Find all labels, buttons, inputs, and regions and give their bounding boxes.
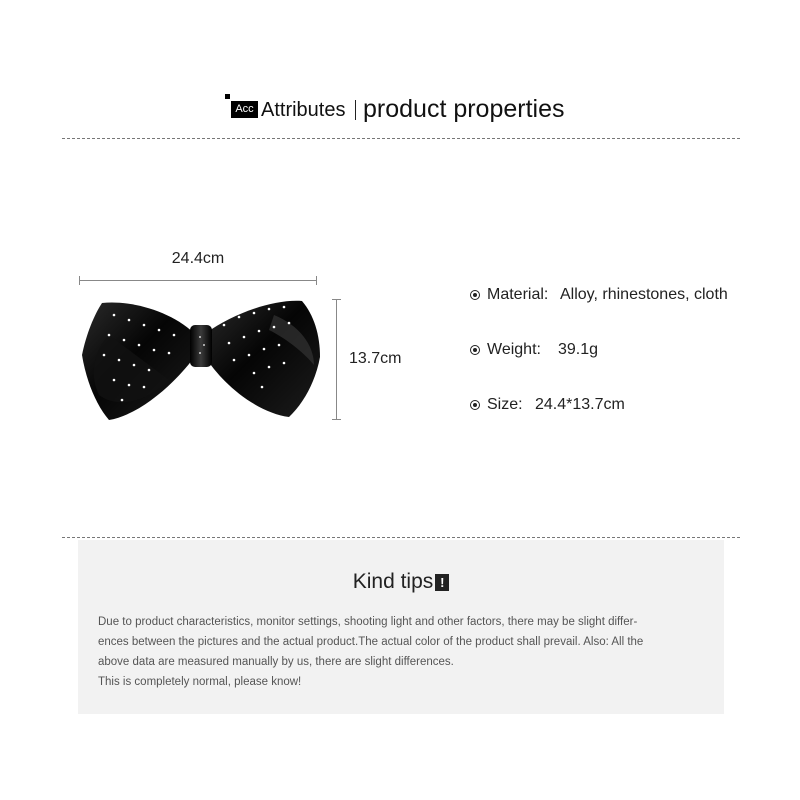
bullet-icon xyxy=(470,290,480,300)
acc-badge: Acc xyxy=(231,101,258,118)
kind-tips-text xyxy=(98,612,710,692)
top-dashed-divider xyxy=(62,138,740,139)
bullet-icon xyxy=(470,345,480,355)
width-dimension-line xyxy=(79,276,317,285)
warning-icon: ! xyxy=(435,574,449,591)
section-header xyxy=(0,88,800,132)
tip-line: Due to product characteristics, monitor settings, shooting light and other factors, there may be slight differ- xyxy=(98,616,638,628)
header-square-icon xyxy=(225,94,230,99)
property-label: Weight: xyxy=(487,341,541,358)
page-title: product properties xyxy=(363,95,565,123)
property-label: Size: xyxy=(487,396,523,413)
property-label: Material: xyxy=(487,286,549,303)
bullet-icon xyxy=(470,400,480,410)
kind-tips-title-row xyxy=(78,570,724,594)
property-value: 24.4*13.7cm xyxy=(535,396,625,413)
width-label: 24.4cm xyxy=(171,250,225,267)
bow-hairclip-image xyxy=(74,295,326,430)
property-value: Alloy, rhinestones, cloth xyxy=(560,286,728,303)
tip-line: ences between the pictures and the actual product.The actual color of the product shall prevail. Also: All the xyxy=(98,636,644,648)
header-divider xyxy=(355,100,356,120)
tip-line: This is completely normal, please know! xyxy=(98,676,302,688)
property-value: 39.1g xyxy=(558,341,599,358)
kind-tips-title: Kind tips xyxy=(352,570,434,593)
height-dimension-line xyxy=(332,299,341,420)
attributes-label: Attributes xyxy=(261,99,346,121)
middle-dashed-divider xyxy=(62,537,740,538)
kind-tips-panel xyxy=(78,540,724,714)
height-label: 13.7cm xyxy=(349,350,402,367)
tip-line: above data are measured manually by us, there are slight differences. xyxy=(98,656,454,668)
